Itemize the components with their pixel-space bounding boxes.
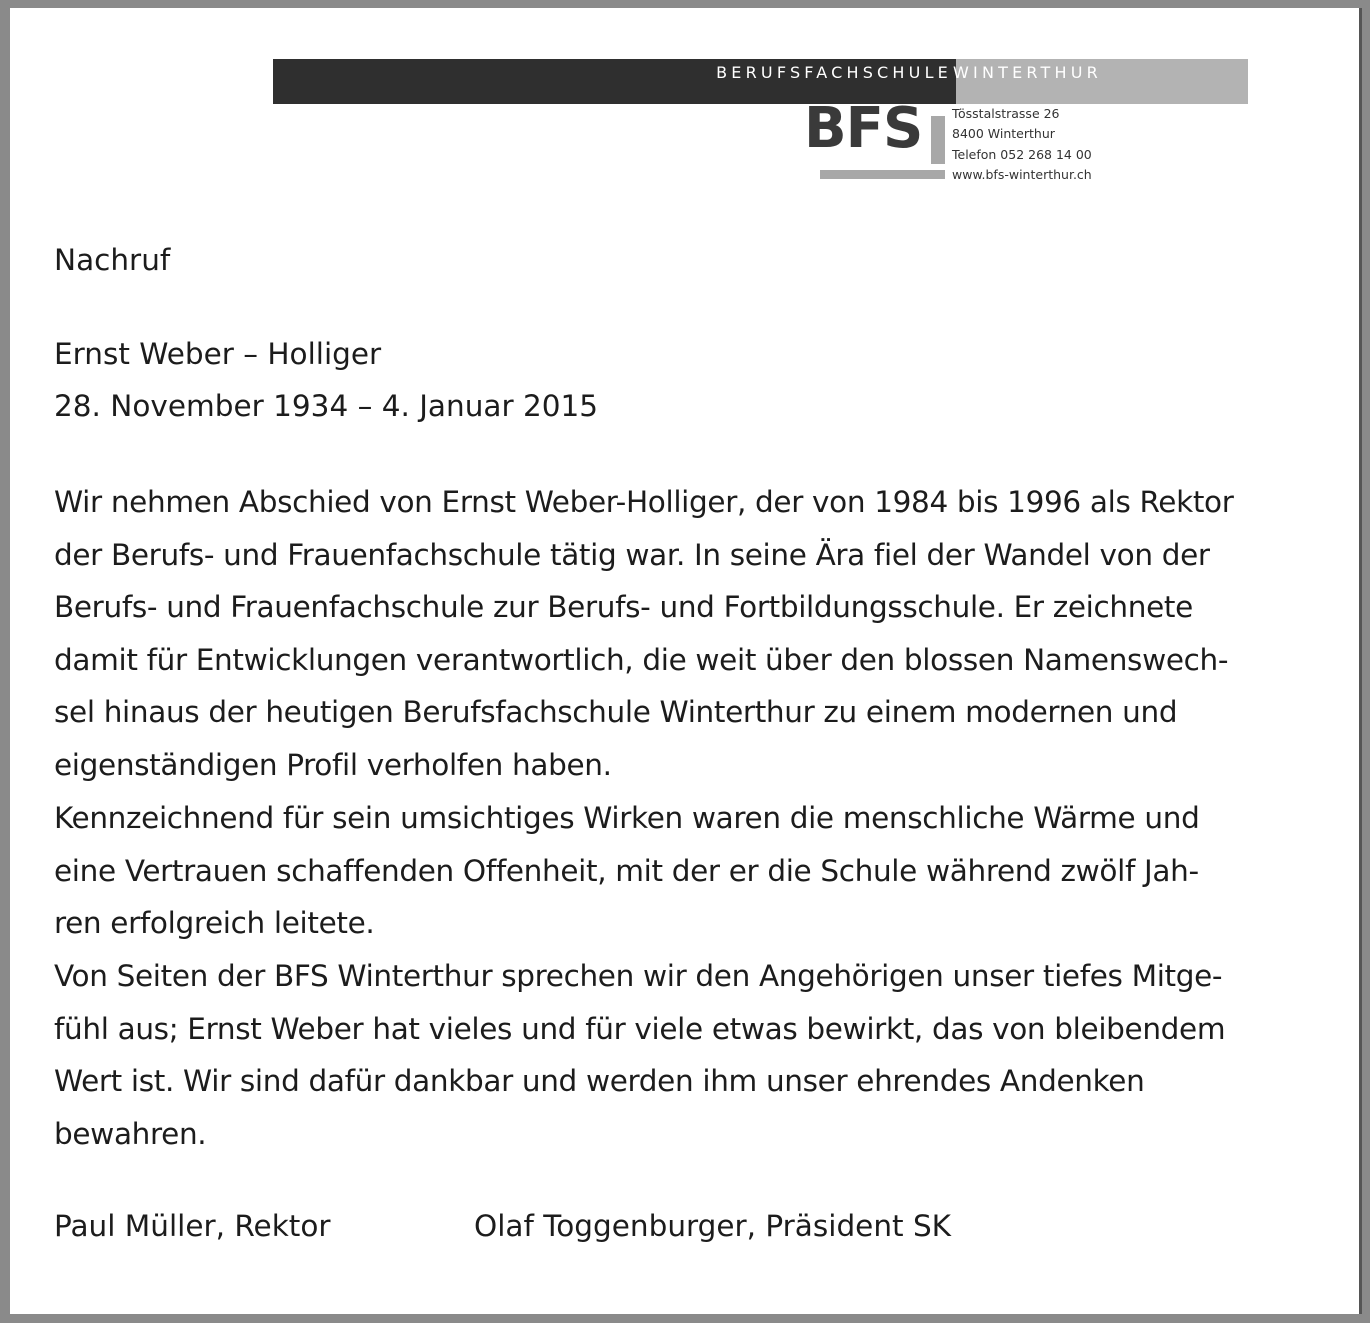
text-line: fühl aus; Ernst Weber hat vieles und für viele etwas bewirkt, das von bleibendem: [54, 1011, 1226, 1046]
address-street: Tösstalstrasse 26: [952, 106, 1060, 121]
text-line: damit für Entwicklungen verantwortlich, die weit über den blossen Namenswech-: [54, 642, 1229, 677]
life-dates: 28. November 1934 – 4. Januar 2015: [54, 389, 599, 423]
text-line: eigenständigen Profil verholfen haben.: [54, 747, 612, 782]
text-line: ren erfolgreich leitete.: [54, 906, 375, 941]
document-heading: Nachruf: [54, 243, 171, 277]
school-name-right: WINTERTHUR: [953, 63, 1102, 82]
address-city: 8400 Winterthur: [952, 126, 1055, 142]
bfs-logo: BFS: [804, 96, 923, 161]
deceased-name: Ernst Weber – Holliger: [54, 337, 382, 371]
school-address: [952, 104, 1092, 185]
logo-underline: [820, 170, 945, 179]
paragraph-1: [54, 476, 1234, 792]
text-line: Wir nehmen Abschied von Ernst Weber-Holliger, der von 1984 bis 1996 als Rektor: [54, 485, 1234, 519]
text-line: sel hinaus der heutigen Berufsfachschule Winterthur zu einem modernen und: [54, 695, 1178, 730]
signature-president: Olaf Toggenburger, Präsident SK: [474, 1209, 952, 1243]
paragraph-3: [54, 950, 1225, 1160]
signature-rector: Paul Müller, Rektor: [54, 1209, 331, 1243]
text-line: Kennzeichnend für sein umsichtiges Wirken waren die menschliche Wärme und: [54, 801, 1200, 835]
text-line: bewahren.: [54, 1116, 207, 1151]
text-line: eine Vertrauen schaffenden Offenheit, mit der er die Schule während zwölf Jah-: [54, 853, 1199, 888]
address-website: www.bfs-winterthur.ch: [952, 166, 1092, 182]
text-line: Von Seiten der BFS Winterthur sprechen wir den Angehörigen unser tiefes Mitge-: [54, 959, 1223, 993]
text-line: Wert ist. Wir sind dafür dankbar und werden ihm unser ehrendes Andenken: [54, 1064, 1145, 1099]
paragraph-2: [54, 792, 1199, 950]
text-line: der Berufs- und Frauenfachschule tätig war. In seine Ära fiel der Wandel von der: [54, 537, 1210, 572]
school-name-left: BERUFSFACHSCHULE: [716, 63, 952, 82]
text-line: Berufs- und Frauenfachschule zur Berufs- und Fortbildungsschule. Er zeichnete: [54, 590, 1193, 625]
logo-bar: [931, 116, 945, 164]
address-phone: Telefon 052 268 14 00: [952, 146, 1092, 162]
